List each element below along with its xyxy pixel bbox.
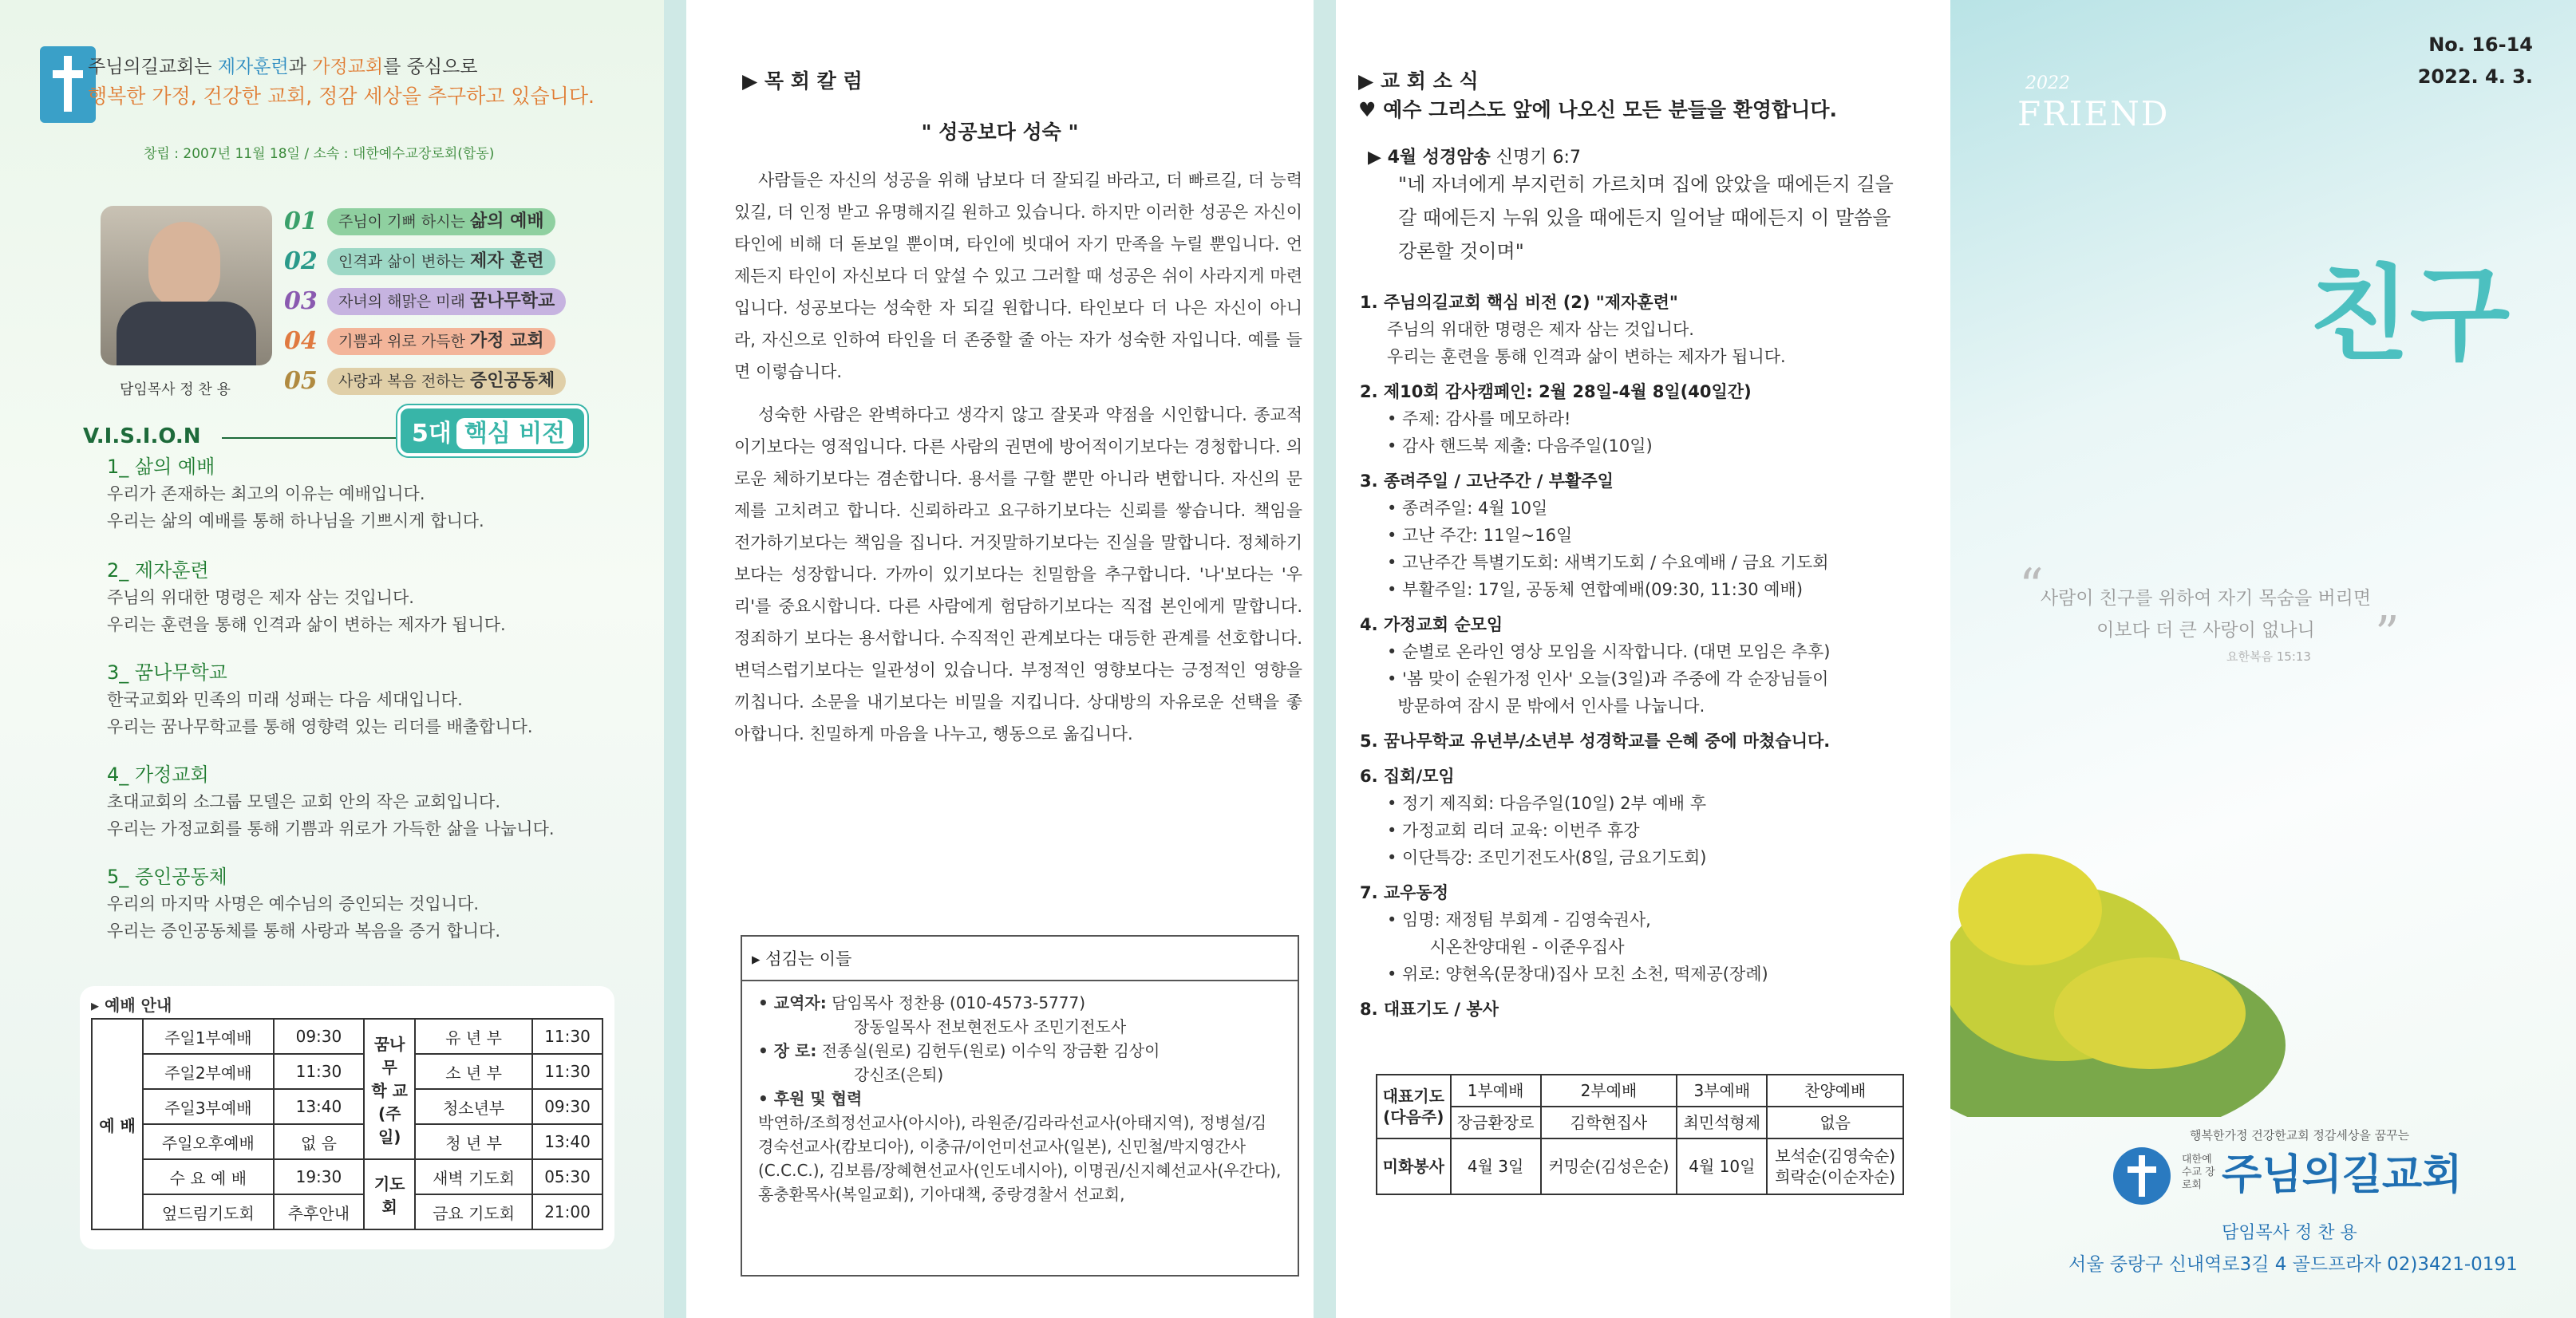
vision-pill-text: 기쁨과 위로 가득한 xyxy=(338,332,470,350)
news-item-title: 1. 주님의길교회 핵심 비전 (2) "제자훈련" xyxy=(1360,293,1678,312)
servant-group xyxy=(758,1039,1282,1087)
vision-section-line: 한국교회와 민족의 미래 성패는 다음 세대입니다. xyxy=(107,690,463,709)
service-name: 엎드림기도회 xyxy=(143,1194,274,1229)
pray-cell: 4월 10일 xyxy=(1677,1138,1767,1194)
church-address: 서울 중랑구 신내역로3길 4 골드프라자 02)3421-0191 xyxy=(2068,1254,2518,1275)
column-body xyxy=(734,164,1302,761)
vision-section-line: 우리는 삶의 예배를 통해 하나님을 기쁘시게 합니다. xyxy=(107,511,484,531)
service-row xyxy=(92,1194,603,1229)
vision-pill-text: 인격과 삶이 변하는 xyxy=(338,252,470,270)
news-item-title: 8. 대표기도 / 봉사 xyxy=(1360,1000,1499,1019)
vision-list xyxy=(284,204,587,404)
vision-section-title: 3_ 꿈나무학교 xyxy=(107,661,227,684)
service-group: 예 배 xyxy=(92,1019,143,1229)
vision-pill-keyword: 삶의 예배 xyxy=(469,211,544,231)
vision-number: 01 xyxy=(284,207,318,235)
vision-pill-keyword: 꿈나무학교 xyxy=(469,290,555,311)
news-item-line: • 주제: 감사를 메모하라! xyxy=(1387,409,1571,428)
vision-section-title: 5_ 증인공동체 xyxy=(107,866,227,888)
service-name: 주일3부예배 xyxy=(143,1089,274,1124)
pray-cell: 2부예배 xyxy=(1541,1075,1677,1107)
cover-title: 친구 xyxy=(2309,254,2511,375)
vision-section-title: 1_ 삶의 예배 xyxy=(107,456,215,478)
cover-quote: 사람이 친구를 위하여 자기 목숨을 버리면 이보다 더 큰 사랑이 없나니 xyxy=(2040,588,2372,641)
news-item-line: 방문하여 잠시 문 밖에서 인사를 나눕니다. xyxy=(1387,696,1705,716)
vision-pill-text: 사랑과 복음 전하는 xyxy=(338,372,470,390)
news-list xyxy=(1360,281,1934,1023)
pray-cell: 미화봉사 xyxy=(1377,1138,1451,1194)
vision-section xyxy=(107,863,618,945)
vision-section xyxy=(107,557,618,638)
pray-cell: 찬양예배 xyxy=(1767,1075,1903,1107)
news-item-line: • 고난 주간: 11일~16일 xyxy=(1387,526,1573,545)
vision-item xyxy=(284,324,587,358)
servant-cont: 강신조(은퇴) xyxy=(854,1065,944,1084)
vision-number: 02 xyxy=(284,247,318,275)
open-quote-icon: “ xyxy=(2019,558,2044,614)
pastor-photo xyxy=(101,206,272,365)
news-item-title: 5. 꿈나무학교 유년부/소년부 성경학교를 은혜 중에 마쳤습니다. xyxy=(1360,732,1831,751)
vision-number: 05 xyxy=(284,367,318,395)
servant-text: 전종실(원로) 김헌두(원로) 이수익 장금환 김상이 xyxy=(816,1041,1160,1060)
servant-cont: 장동일목사 전보현전도사 조민기전도사 xyxy=(854,1017,1127,1036)
cover-pastor: 담임목사 정 찬 용 xyxy=(2222,1223,2357,1243)
servants-box xyxy=(741,935,1299,1277)
pray-cell: 1부예배 xyxy=(1451,1075,1541,1107)
vision-number: 04 xyxy=(284,327,318,355)
service-time: 19:30 xyxy=(274,1159,364,1194)
service-name: 유 년 부 xyxy=(415,1019,532,1054)
servant-cont: 박연하/조희정선교사(아시아), 라원준/김라라선교사(아태지역), 정병설/김경숙선교사(캄보디아), 이충규/이언미선교사(일본), 신민철/박지영간사(C.C.C.), 김보름/장혜현선교사(인도네시아), 이명권/신지혜선교사(우간다), 홍충환목사(복일교회), 기아대책, 중랑경찰서 선교회, xyxy=(758,1113,1282,1204)
service-row xyxy=(92,1054,603,1089)
news-item-line: • '봄 맞이 순원가정 인사' 오늘(3일)과 주중에 각 순장님들이 xyxy=(1387,669,1829,689)
founded-info: 창립 : 2007년 11월 18일 / 소속 : 대한예수교장로회(합동) xyxy=(144,146,495,162)
service-name: 주일2부예배 xyxy=(143,1054,274,1089)
pray-cell: 대표기도 (다음주) xyxy=(1377,1075,1451,1138)
news-item-line: • 정기 제직회: 다음주일(10일) 2부 예배 후 xyxy=(1387,794,1706,813)
pray-cell: 보석순(김영숙순) 희락순(이순자순) xyxy=(1767,1138,1903,1194)
service-row xyxy=(92,1019,603,1054)
service-name: 소 년 부 xyxy=(415,1054,532,1089)
service-time: 13:40 xyxy=(274,1089,364,1124)
vision-section-line: 우리의 마지막 사명은 예수님의 증인되는 것입니다. xyxy=(107,894,480,914)
news-item-line: • 감사 핸드북 제출: 다음주일(10일) xyxy=(1387,436,1653,456)
year-label: 2022 xyxy=(2025,73,2070,93)
servant-text: 담임목사 정찬용 (010-4573-5777) xyxy=(826,993,1086,1012)
news-item-line: • 부활주일: 17일, 공동체 연합예배(09:30, 11:30 예배) xyxy=(1387,580,1804,599)
church-slogan: 행복한가정 건강한교회 정감세상을 꿈꾸는 xyxy=(2190,1128,2410,1142)
service-group: 꿈나무 학 교 (주일) xyxy=(364,1019,415,1159)
vision-pill-text: 주님이 기뻐 하시는 xyxy=(338,212,470,231)
church-logo-icon xyxy=(2110,1144,2174,1208)
column-panel xyxy=(664,0,1336,1318)
vision-number: 03 xyxy=(284,287,318,315)
close-quote-icon: ” xyxy=(2375,606,2400,662)
vision-heading: V.I.S.I.O.N xyxy=(83,424,201,448)
service-time: 추후안내 xyxy=(274,1194,364,1229)
news-item-line: • 종려주일: 4월 10일 xyxy=(1387,499,1548,518)
cover-panel xyxy=(1950,0,2576,1318)
pray-value-row xyxy=(1377,1107,1903,1138)
vision-pill xyxy=(327,208,555,235)
news-item-line: 시온찬양대원 - 이준우집사 xyxy=(1387,937,1625,957)
news-item-line: • 가정교회 리더 교육: 이번주 휴강 xyxy=(1387,821,1640,840)
vision-section xyxy=(107,659,618,740)
service-name: 주일1부예배 xyxy=(143,1019,274,1054)
vision-section xyxy=(107,761,618,842)
service-name: 청소년부 xyxy=(415,1089,532,1124)
servant-label: • 장 로: xyxy=(758,1041,817,1060)
news-item-title: 6. 집회/모임 xyxy=(1360,767,1455,786)
vision-pill-keyword: 증인공동체 xyxy=(469,370,555,391)
vision-section-title: 4_ 가정교회 xyxy=(107,764,209,786)
service-table xyxy=(91,1018,603,1230)
pray-cell: 3부예배 xyxy=(1677,1075,1767,1107)
news-item-line: 우리는 훈련을 통해 인격과 삶이 변하는 제자가 됩니다. xyxy=(1387,347,1786,366)
pray-cell: 4월 3일 xyxy=(1451,1138,1541,1194)
vision-pill-text: 자녀의 해맑은 미래 xyxy=(338,292,470,310)
column-section-title: ▶ 목 회 칼 럼 xyxy=(742,69,863,93)
memory-verse-heading: ▶ 4월 성경암송 신명기 6:7 xyxy=(1368,148,1581,168)
servants-title: ▸ 섬김는 이들 xyxy=(742,937,1298,981)
service-title: ▸ 예배 안내 xyxy=(91,996,172,1015)
service-time: 21:00 xyxy=(532,1194,603,1229)
column-title: " 성공보다 성숙 " xyxy=(921,120,1079,144)
servant-label: • 후원 및 협력 xyxy=(758,1089,863,1108)
news-item-title: 3. 종려주일 / 고난주간 / 부활주일 xyxy=(1360,472,1614,491)
vision-item xyxy=(284,204,587,239)
service-group: 기도회 xyxy=(364,1159,415,1229)
news-panel xyxy=(1336,0,1950,1318)
service-row xyxy=(92,1124,603,1159)
vision-panel xyxy=(0,0,664,1318)
news-item-line: • 이단특강: 조민기전도사(8일, 금요기도회) xyxy=(1387,848,1707,867)
column-paragraph: 성숙한 사람은 완벽하다고 생각지 않고 잘못과 약점을 시인합니다. 종교적이기보다는 영적입니다. 다른 사람의 권면에 방어적이기보다는 경청합니다. 의로운 체하기보다는 겸손합니다. 용서를 구할 뿐만 아니라 변합니다. 자신의 문제를 고치려고 합니다. 신뢰하라고 요구하기보다는 신뢰를 쌓습니다. 책임을 전가하기보다는 책임을 집니다. 거짓말하기보다는 진실을 말합니다. 정체하기보다는 성장합니다. 가까이 있기보다는 친밀함을 추구합니다. '나'보다는 '우리'를 중요시합니다. 다른 사람에게 험담하기보다는 직접 본인에게 말합니다. 정죄하기 보다는 용서합니다. 수직적인 관계보다는 대등한 관계를 선호합니다. 변덕스럽기보다는 일관성이 있습니다. 부정적인 영향보다는 긍정적인 영향을 끼칩니다. 소문을 내기보다는 비밀을 지킵니다. 상대방의 자유로운 선택을 좋아합니다. 친밀하게 마음을 나누고, 행동으로 옮깁니다. xyxy=(734,405,1302,744)
vision-item xyxy=(284,284,587,318)
church-name: 주님의길교회 xyxy=(2222,1151,2463,1199)
vision-section-title: 2_ 제자훈련 xyxy=(107,559,209,582)
denomination-tag: 대한예수교 장로회 xyxy=(2182,1154,2215,1191)
vision-section-line: 우리가 존재하는 최고의 이유는 예배입니다. xyxy=(107,484,425,503)
servants-list xyxy=(742,981,1298,1216)
pray-head-row xyxy=(1377,1075,1903,1107)
pray-cell: 커밍순(김성은순) xyxy=(1541,1138,1677,1194)
vision-section-line: 우리는 훈련을 통해 인격과 삶이 변하는 제자가 됩니다. xyxy=(107,615,506,634)
vision-pill-keyword: 가정 교회 xyxy=(469,330,544,351)
vision-pill xyxy=(327,368,566,395)
news-item-line: • 고난주간 특별기도회: 새벽기도회 / 수요예배 / 금요 기도회 xyxy=(1387,553,1829,572)
column-paragraph: 사람들은 자신의 성공을 위해 남보다 더 잘되길 바라고, 더 빠르길, 더 능력있길, 더 인정 받고 유명해지길 원하고 있습니다. 하지만 이러한 성공은 자신이 타인에 비해 더 돋보일 뿐이며, 타인에 빗대어 자기 만족을 누릴 뿐입니다. 언제든지 타인이 자신보다 더 앞설 수 있고 그러할 때 성공은 쉬이 사라지게 마련입니다. 성공보다는 성숙한 자 되길 원합니다. 타인보다 더 나은 자신이 아니라, 자신으로 인하여 타인을 더 존중할 줄 아는 자가 성숙한 자입니다. 예를 들면 이렇습니다. xyxy=(734,171,1302,381)
vision-section-line: 우리는 꿈나무학교를 통해 영향력 있는 리더를 배출합니다. xyxy=(107,717,533,736)
prayer-service-table xyxy=(1376,1074,1904,1195)
vision-section-line: 주님의 위대한 명령은 제자 삼는 것입니다. xyxy=(107,588,414,607)
vision-section xyxy=(107,453,618,535)
service-time: 13:40 xyxy=(532,1124,603,1159)
friend-label: FRIEND xyxy=(2017,94,2170,133)
vision-pill xyxy=(327,328,555,355)
flowers-image xyxy=(1950,782,2286,1117)
service-time: 09:30 xyxy=(532,1089,603,1124)
vision-rule xyxy=(222,437,397,439)
pray-cell: 김학현집사 xyxy=(1541,1107,1677,1138)
news-item-title: 7. 교우동정 xyxy=(1360,883,1449,902)
service-name: 금요 기도회 xyxy=(415,1194,532,1229)
news-item-line: • 임명: 재정팀 부회계 - 김영숙권사, xyxy=(1387,910,1651,929)
service-name: 수 요 예 배 xyxy=(143,1159,274,1194)
vision-pill xyxy=(327,248,555,275)
service-schedule xyxy=(80,986,614,1249)
service-time: 11:30 xyxy=(532,1019,603,1054)
vision-item xyxy=(284,364,587,398)
quote-reference: 요한복음 15:13 xyxy=(2226,649,2311,664)
service-time: 없 음 xyxy=(274,1124,364,1159)
service-name: 주일오후예배 xyxy=(143,1124,274,1159)
news-item-line: • 순별로 온라인 영상 모임을 시작합니다. (대면 모임은 추후) xyxy=(1387,642,1831,661)
issue-info: No. 16-14 2022. 4. 3. xyxy=(2417,34,2533,88)
service-time: 09:30 xyxy=(274,1019,364,1054)
vision-section-line: 초대교회의 소그룹 모델은 교회 안의 작은 교회입니다. xyxy=(107,792,501,811)
servant-label: • 교역자: xyxy=(758,993,827,1012)
news-item-line: 주님의 위대한 명령은 제자 삼는 것입니다. xyxy=(1387,320,1694,339)
vision-section-line: 우리는 가정교회를 통해 기쁨과 위로가 가득한 삶을 나눕니다. xyxy=(107,819,555,839)
pastor-caption: 담임목사 정 찬 용 xyxy=(120,381,231,398)
news-item-line: • 위로: 양현옥(문창대)집사 모친 소천, 떡제공(장례) xyxy=(1387,965,1768,984)
vision-item xyxy=(284,244,587,278)
service-row xyxy=(92,1089,603,1124)
servant-group xyxy=(758,1087,1282,1206)
service-name: 청 년 부 xyxy=(415,1124,532,1159)
servant-group xyxy=(758,991,1282,1039)
news-item-title: 2. 제10회 감사캠페인: 2월 28일-4월 8일(40일간) xyxy=(1360,382,1752,401)
welcome-text: ♥ 예수 그리스도 앞에 나오신 모든 분들을 환영합니다. xyxy=(1358,98,1837,121)
service-duty-row xyxy=(1377,1138,1903,1194)
vision-section-line: 우리는 증인공동체를 통해 사랑과 복음을 증거 합니다. xyxy=(107,921,501,941)
pray-cell: 장금환장로 xyxy=(1451,1107,1541,1138)
church-intro: 주님의길교회는 제자훈련과 가정교회를 중심으로 행복한 가정, 건강한 교회, 정감 세상을 추구하고 있습니다. xyxy=(88,57,595,108)
memory-verse: "네 자녀에게 부지런히 가르치며 집에 앉았을 때에든지 길을 갈 때에든지 누워 있을 때에든지 일어날 때에든지 이 말씀을 강론할 것이며" xyxy=(1398,173,1894,262)
news-item-title: 4. 가정교회 순모임 xyxy=(1360,615,1503,634)
service-row xyxy=(92,1159,603,1194)
service-time: 11:30 xyxy=(274,1054,364,1089)
core-vision-badge: 5대 핵심 비전 xyxy=(397,405,587,456)
pray-cell: 최민석형제 xyxy=(1677,1107,1767,1138)
vision-pill xyxy=(327,288,566,315)
vision-pill-keyword: 제자 훈련 xyxy=(469,251,544,271)
news-section-title: ▶ 교 회 소 식 xyxy=(1358,69,1479,93)
pray-cell: 없음 xyxy=(1767,1107,1903,1138)
service-name: 새벽 기도회 xyxy=(415,1159,532,1194)
service-time: 05:30 xyxy=(532,1159,603,1194)
service-time: 11:30 xyxy=(532,1054,603,1089)
